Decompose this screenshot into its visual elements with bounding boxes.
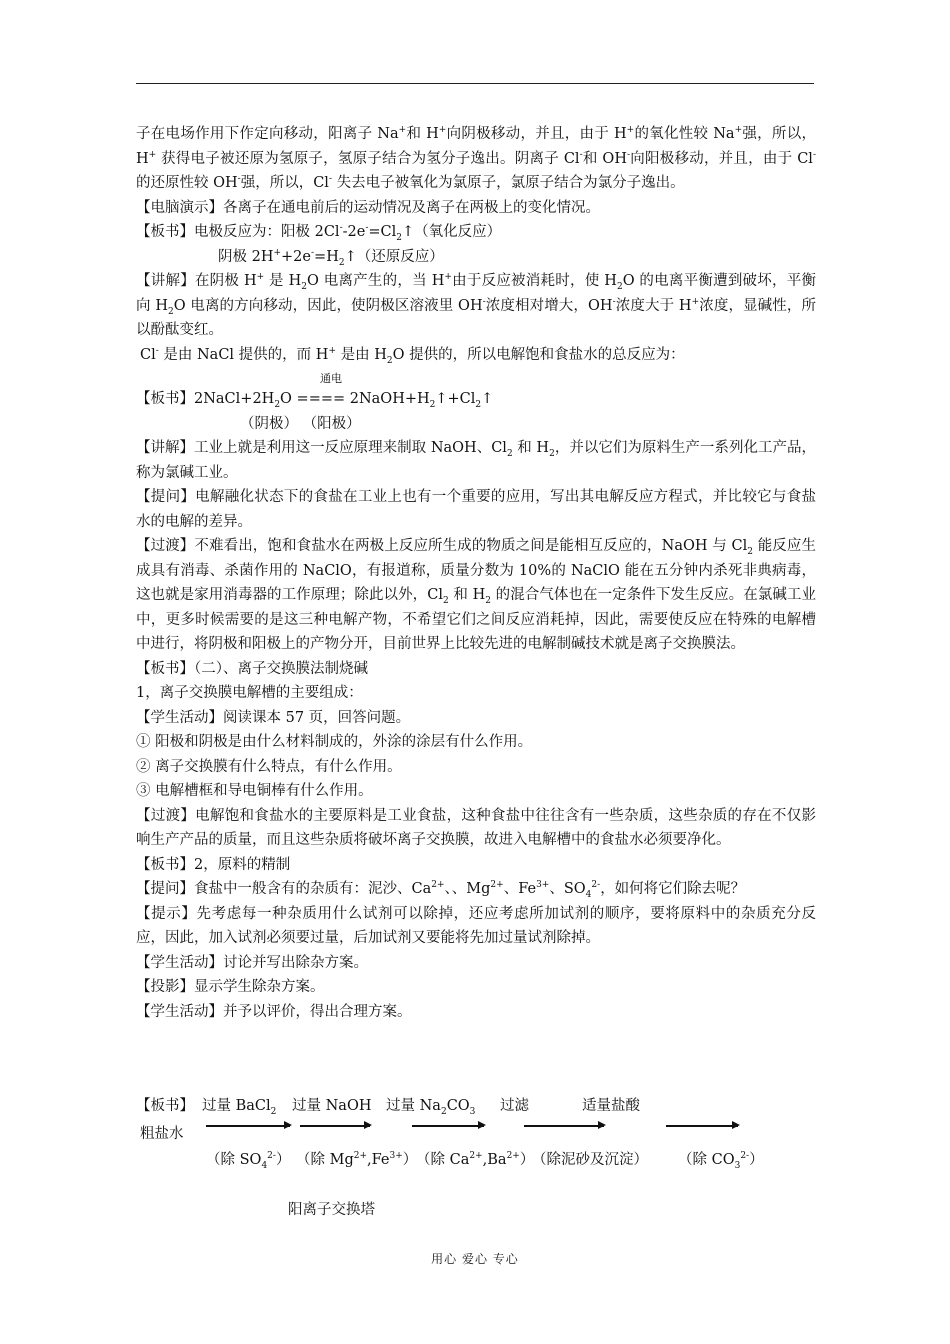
para-electrode-labels: （阴极） （阳极） [240, 415, 361, 432]
para-question-molten: 【提问】电解融化状态下的食盐在工业上也有一个重要的应用，写出其电解反应方程式，并比较它与食盐水的电解的差异。 [136, 489, 816, 530]
flow-prefix: 【板书】 [136, 1098, 194, 1114]
para-projection: 【投影】显示学生除杂方案。 [136, 979, 325, 995]
flow-arrow-4 [524, 1125, 604, 1127]
para-student-evaluate: 【学生活动】并予以评价，得出合理方案。 [136, 1003, 412, 1020]
para-cathode-reaction: 阴极 $2H^++2e^-=H_2↑$（还原反应） [218, 247, 444, 268]
flow-remove-5: （除 $CO_3^{2-}$） [678, 1151, 764, 1171]
flow-reagent-1: 过量 BaCl$_2$ [202, 1098, 277, 1117]
flow-reagent-2: 过量 NaOH [292, 1098, 372, 1114]
para-section-title: 【板书】（二）、离子交换膜法制烧碱 [136, 660, 368, 677]
para-transition-purify: 【过渡】电解饱和食盐水的主要原料是工业食盐，这种食盐中往往含有一些杂质，这些杂质的存在不仅影响生产产品的质量，而且这些杂质将破坏离子交换膜，故进入电解槽中的食盐水必须要净化。 [136, 807, 816, 848]
para-question-3: ③ 电解槽框和导电铜棒有什么作用。 [136, 783, 373, 799]
cation-exchange-tower-label: 阳离子交换塔 [288, 1202, 375, 1218]
para-item-1: 1，离子交换膜电解槽的主要组成： [136, 685, 363, 701]
flow-remove-1: （除 $SO_4^{2-}$） [206, 1151, 291, 1171]
flow-remove-4: （除泥砂及沉淀） [532, 1152, 648, 1168]
para-question-impurities: 【提问】食盐中一般含有的杂质有：泥沙、$Ca^{2+}$、、$Mg^{2+}$、$Fe^{3+}$、$SO_4^{2-}$，如何将它们除去呢？ [136, 880, 746, 900]
flow-start: 粗盐水 [140, 1126, 184, 1142]
para-explain-cathode: 【讲解】在阴极 H+ 是 $H_2O$ 电离产生的，当 H+由于反应被消耗时，使 $H_2O$ 的电离平衡遭到破坏，平衡向 $H_2O$ 电离的方向移动，因此，使阴极区溶液里 OH-浓度相对增大，OH-浓度大于 H+浓度，显碱性，所以酚酞变红。 [136, 272, 817, 338]
para-question-2: ② 离子交换膜有什么特点，有什么作用。 [136, 758, 402, 775]
para-total-equation: 【板书】$2NaCl+2H_2O$ ==== $2NaOH+H_2↑+Cl_2↑$ [136, 391, 494, 410]
flow-remove-2: （除 $Mg^{2+},Fe^{3+}$） [296, 1151, 418, 1168]
para-question-1: ① 阳极和阴极是由什么材料制成的，外涂的涂层有什么作用。 [136, 734, 533, 750]
para-student-discuss: 【学生活动】讨论并写出除杂方案。 [136, 954, 368, 971]
flow-reagent-5: 适量盐酸 [582, 1098, 640, 1114]
para-computer-demo: 【电脑演示】各离子在通电前后的运动情况及离子在两极上的变化情况。 [136, 199, 600, 216]
flow-reagent-3: 过量 $Na_2CO_3$ [386, 1098, 476, 1117]
flow-arrow-5 [666, 1125, 738, 1127]
para-total-reaction-intro: Cl- 是由 NaCl 提供的，而 H+ 是由 $H_2O$ 提供的，所以电解饱和食盐水的总反应为： [140, 345, 685, 366]
para-item-2: 【板书】2，原料的精制 [136, 856, 291, 873]
para-electrode-migration: 子在电场作用下作定向移动，阳离子 Na+和 H+向阴极移动，并且，由于 H+的氧化性较 Na+强，所以，H+ 获得电子被还原为氢原子，氢原子结合为氢分子逸出。阴离子 Cl-和 OH-向阳极移动，并且，由于 Cl-的还原性较 OH-强，所以，Cl- 失去电子被氧化为氯原子，氯原子结合为氯分子逸出。 [136, 125, 816, 191]
para-chlor-alkali: 【讲解】工业上就是利用这一反应原理来制取 NaOH、$Cl_2$ 和 $H_2$，并以它们为原料生产一系列化工产品，称为氯碱工业。 [136, 440, 816, 481]
document-body [136, 122, 816, 1024]
flow-arrow-3 [412, 1125, 484, 1127]
para-hint: 【提示】先考虑每一种杂质用什么试剂可以除掉，还应考虑所加试剂的顺序，要将原料中的杂质充分反应，因此，加入试剂必须要过量，后加试剂又要能将先加过量试剂除掉。 [136, 905, 816, 946]
para-transition-membrane: 【过渡】不难看出，饱和食盐水在两极上反应所生成的物质之间是能相互反应的，NaOH 与 $Cl_2$ 能反应生成具有消毒、杀菌作用的 NaClO，有报道称，质量分数为 10%的 NaClO 能在五分钟内杀死非典病毒，这也就是家用消毒器的工作原理；除此以外，$Cl_2$ 和 $H_2$ 的混合气体也在一定条件下发生反应。在氯碱工业中，更多时候需要的是这三种电解产物，不希望它们之间反应消耗掉，因此，需要使反应在特殊的电解槽中进行，将阴极和阳极上的产物分开，目前世界上比较先进的电解制碱技术就是离子交换膜法。 [136, 538, 817, 652]
purification-flow [136, 1094, 816, 1174]
para-student-read: 【学生活动】阅读课本 57 页，回答问题。 [136, 709, 411, 726]
header-rule [136, 83, 814, 84]
electrolysis-condition-label: 通电 [320, 372, 342, 385]
flow-arrow-2 [300, 1125, 370, 1127]
page-footer: 用心 爱心 专心 [431, 1252, 519, 1266]
flow-arrow-1 [206, 1125, 290, 1127]
flow-remove-3: （除 $Ca^{2+},Ba^{2+}$） [416, 1151, 535, 1168]
para-anode-reaction: 【板书】电极反应为：阳极 $2Cl^--2e^-=Cl_2↑$（氧化反应） [136, 223, 502, 243]
flow-reagent-4: 过滤 [500, 1098, 529, 1114]
